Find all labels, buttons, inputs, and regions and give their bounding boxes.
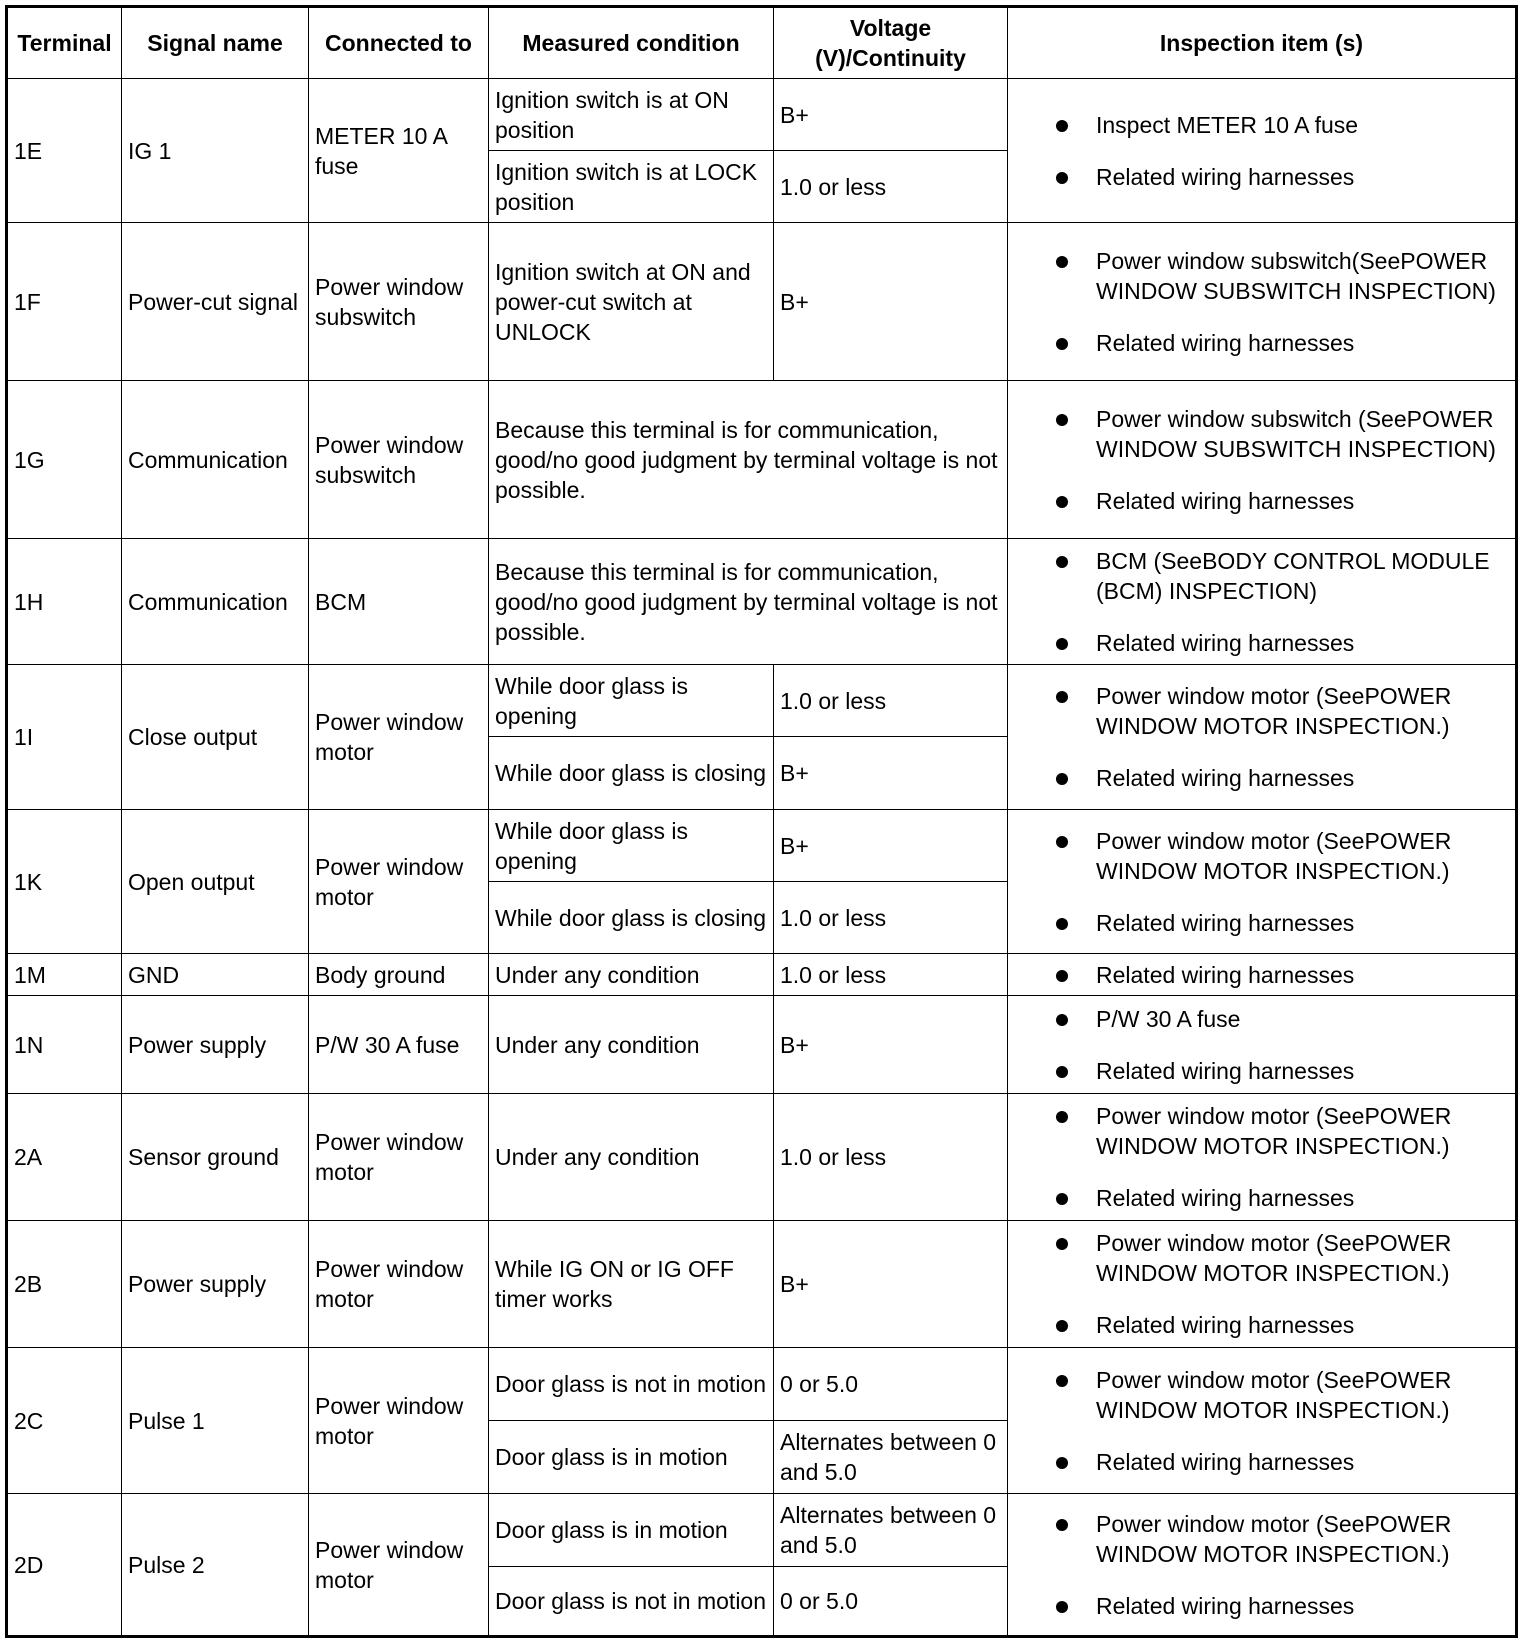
signal-name-cell: Pulse 2 — [122, 1494, 309, 1637]
measured-condition-cell: Ignition switch is at LOCK position — [489, 151, 774, 223]
table-row — [7, 665, 1517, 737]
signal-name-cell: Power supply — [122, 996, 309, 1094]
terminal-inspection-table — [5, 5, 1518, 1638]
connected-to-cell: Power window motor — [309, 810, 489, 954]
inspection-item: Power window motor (SeePOWER WINDOW MOTOR INSPECTION.) — [1056, 1228, 1505, 1288]
measured-condition-cell: While door glass is closing — [489, 737, 774, 810]
measured-condition-cell: While door glass is opening — [489, 810, 774, 882]
connected-to-cell: P/W 30 A fuse — [309, 996, 489, 1094]
voltage-cell: B+ — [774, 223, 1008, 381]
terminal-cell: 1E — [7, 79, 122, 223]
table-row — [7, 996, 1517, 1094]
inspection-item: Power window subswitch (SeePOWER WINDOW SUBSWITCH INSPECTION) — [1056, 404, 1505, 464]
measured-condition-cell: Door glass is not in motion — [489, 1567, 774, 1637]
signal-name-cell: IG 1 — [122, 79, 309, 223]
voltage-cell: 0 or 5.0 — [774, 1348, 1008, 1421]
terminal-cell: 2B — [7, 1221, 122, 1348]
terminal-cell: 2C — [7, 1348, 122, 1494]
inspection-item: Related wiring harnesses — [1056, 162, 1505, 192]
inspection-item: Inspect METER 10 A fuse — [1056, 110, 1505, 140]
terminal-cell: 1G — [7, 381, 122, 539]
inspection-item: Related wiring harnesses — [1056, 1591, 1505, 1621]
inspection-items-cell — [1008, 79, 1517, 223]
measured-condition-cell: Door glass is not in motion — [489, 1348, 774, 1421]
measured-condition-cell: Under any condition — [489, 1094, 774, 1221]
signal-name-cell: Communication — [122, 381, 309, 539]
voltage-cell: B+ — [774, 810, 1008, 882]
inspection-item: Related wiring harnesses — [1056, 960, 1505, 990]
voltage-cell: B+ — [774, 737, 1008, 810]
terminal-cell: 1I — [7, 665, 122, 810]
inspection-items-cell — [1008, 1221, 1517, 1348]
signal-name-cell: GND — [122, 954, 309, 996]
inspection-items-cell — [1008, 665, 1517, 810]
voltage-cell: 1.0 or less — [774, 1094, 1008, 1221]
measured-condition-cell: Under any condition — [489, 954, 774, 996]
inspection-items-cell — [1008, 810, 1517, 954]
measured-condition-cell: While door glass is opening — [489, 665, 774, 737]
connected-to-cell: BCM — [309, 539, 489, 665]
connected-to-cell: Body ground — [309, 954, 489, 996]
header-row — [7, 7, 1517, 79]
measured-condition-cell: Door glass is in motion — [489, 1494, 774, 1567]
inspection-item: BCM (SeeBODY CONTROL MODULE (BCM) INSPECTION) — [1056, 546, 1505, 606]
voltage-cell: B+ — [774, 996, 1008, 1094]
inspection-item: Power window subswitch(SeePOWER WINDOW SUBSWITCH INSPECTION) — [1056, 246, 1505, 306]
inspection-item: P/W 30 A fuse — [1056, 1004, 1505, 1034]
inspection-item: Power window motor (SeePOWER WINDOW MOTOR INSPECTION.) — [1056, 1365, 1505, 1425]
header-measured-condition: Measured condition — [489, 7, 774, 79]
measured-condition-cell: While door glass is closing — [489, 882, 774, 954]
table-row — [7, 223, 1517, 381]
communication-note-cell: Because this terminal is for communication, good/no good judgment by terminal voltage is not possible. — [489, 539, 1008, 665]
connected-to-cell: Power window subswitch — [309, 223, 489, 381]
inspection-item: Related wiring harnesses — [1056, 1183, 1505, 1213]
table-row — [7, 954, 1517, 996]
connected-to-cell: Power window motor — [309, 1348, 489, 1494]
voltage-cell: 1.0 or less — [774, 665, 1008, 737]
measured-condition-cell: Ignition switch is at ON position — [489, 79, 774, 151]
signal-name-cell: Power-cut signal — [122, 223, 309, 381]
terminal-cell: 1M — [7, 954, 122, 996]
table-row — [7, 810, 1517, 882]
table-row — [7, 79, 1517, 151]
voltage-cell: Alternates between 0 and 5.0 — [774, 1421, 1008, 1494]
header-inspection-items: Inspection item (s) — [1008, 7, 1517, 79]
connected-to-cell: Power window motor — [309, 1094, 489, 1221]
connected-to-cell: Power window motor — [309, 1221, 489, 1348]
terminal-cell: 1N — [7, 996, 122, 1094]
signal-name-cell: Power supply — [122, 1221, 309, 1348]
measured-condition-cell: Door glass is in motion — [489, 1421, 774, 1494]
inspection-items-cell — [1008, 1348, 1517, 1494]
signal-name-cell: Communication — [122, 539, 309, 665]
terminal-cell: 2A — [7, 1094, 122, 1221]
inspection-item: Power window motor (SeePOWER WINDOW MOTOR INSPECTION.) — [1056, 681, 1505, 741]
signal-name-cell: Sensor ground — [122, 1094, 309, 1221]
header-connected-to: Connected to — [309, 7, 489, 79]
measured-condition-cell: Ignition switch at ON and power-cut switch at UNLOCK — [489, 223, 774, 381]
voltage-cell: 1.0 or less — [774, 954, 1008, 996]
inspection-item: Related wiring harnesses — [1056, 1056, 1505, 1086]
inspection-item: Related wiring harnesses — [1056, 1310, 1505, 1340]
inspection-item: Related wiring harnesses — [1056, 628, 1505, 658]
terminal-cell: 1H — [7, 539, 122, 665]
inspection-item: Power window motor (SeePOWER WINDOW MOTOR INSPECTION.) — [1056, 826, 1505, 886]
table-row — [7, 539, 1517, 665]
inspection-item: Power window motor (SeePOWER WINDOW MOTOR INSPECTION.) — [1056, 1101, 1505, 1161]
signal-name-cell: Close output — [122, 665, 309, 810]
terminal-cell: 1K — [7, 810, 122, 954]
terminal-cell: 2D — [7, 1494, 122, 1637]
inspection-items-cell — [1008, 1494, 1517, 1637]
voltage-cell: 1.0 or less — [774, 151, 1008, 223]
connected-to-cell: METER 10 A fuse — [309, 79, 489, 223]
voltage-cell: Alternates between 0 and 5.0 — [774, 1494, 1008, 1567]
header-terminal: Terminal — [7, 7, 122, 79]
inspection-item: Related wiring harnesses — [1056, 908, 1505, 938]
header-voltage: Voltage (V)/Continuity — [774, 7, 1008, 79]
signal-name-cell: Open output — [122, 810, 309, 954]
communication-note-cell: Because this terminal is for communication, good/no good judgment by terminal voltage is not possible. — [489, 381, 1008, 539]
connected-to-cell: Power window motor — [309, 1494, 489, 1637]
inspection-items-cell — [1008, 223, 1517, 381]
inspection-item: Power window motor (SeePOWER WINDOW MOTOR INSPECTION.) — [1056, 1509, 1505, 1569]
table-row — [7, 1221, 1517, 1348]
table-row — [7, 1348, 1517, 1421]
signal-name-cell: Pulse 1 — [122, 1348, 309, 1494]
measured-condition-cell: While IG ON or IG OFF timer works — [489, 1221, 774, 1348]
inspection-items-cell — [1008, 954, 1517, 996]
connected-to-cell: Power window motor — [309, 665, 489, 810]
table-row — [7, 1494, 1517, 1567]
table-row — [7, 381, 1517, 539]
inspection-item: Related wiring harnesses — [1056, 328, 1505, 358]
connected-to-cell: Power window subswitch — [309, 381, 489, 539]
inspection-items-cell — [1008, 1094, 1517, 1221]
inspection-items-cell — [1008, 381, 1517, 539]
header-signal-name: Signal name — [122, 7, 309, 79]
table-row — [7, 1094, 1517, 1221]
terminal-inspection-table-container — [5, 5, 1515, 1638]
inspection-items-cell — [1008, 539, 1517, 665]
terminal-cell: 1F — [7, 223, 122, 381]
voltage-cell: B+ — [774, 1221, 1008, 1348]
inspection-item: Related wiring harnesses — [1056, 1447, 1505, 1477]
voltage-cell: 0 or 5.0 — [774, 1567, 1008, 1637]
inspection-item: Related wiring harnesses — [1056, 763, 1505, 793]
inspection-items-cell — [1008, 996, 1517, 1094]
voltage-cell: 1.0 or less — [774, 882, 1008, 954]
measured-condition-cell: Under any condition — [489, 996, 774, 1094]
inspection-item: Related wiring harnesses — [1056, 486, 1505, 516]
voltage-cell: B+ — [774, 79, 1008, 151]
